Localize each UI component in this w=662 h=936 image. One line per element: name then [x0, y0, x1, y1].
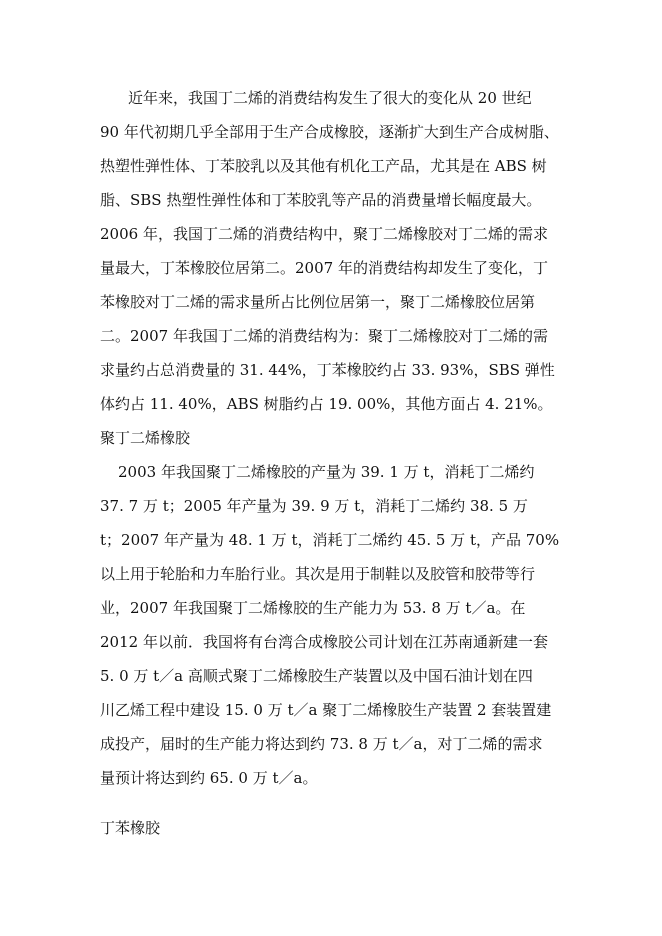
text-line: 成投产，届时的生产能力将达到约 73. 8 万 t／a，对丁二烯的需求 [100, 735, 543, 753]
text-line: 近年来，我国丁二烯的消费结构发生了很大的变化从 20 世纪 [128, 89, 532, 107]
text-line: 2012 年以前．我国将有台湾合成橡胶公司计划在江苏南通新建一套 [100, 633, 548, 651]
text-line: 热塑性弹性体、丁苯胶乳以及其他有机化工产品，尤其是在 ABS 树 [100, 157, 547, 175]
text-line: 2006 年，我国丁二烯的消费结构中，聚丁二烯橡胶对丁二烯的需求 [100, 225, 548, 243]
text-line: 以上用于轮胎和力车胎行业。其次是用于制鞋以及胶管和胶带等行 [100, 565, 536, 583]
text-line: 二。2007 年我国丁二烯的消费结构为：聚丁二烯橡胶对丁二烯的需 [100, 327, 548, 345]
text-line: 5. 0 万 t／a 高顺式聚丁二烯橡胶生产装置以及中国石油计划在四 [100, 667, 533, 685]
text-line: 量预计将达到约 65. 0 万 t／a。 [100, 769, 318, 787]
text-line: 川乙烯工程中建设 15. 0 万 t／a 聚丁二烯橡胶生产装置 2 套装置建 [100, 701, 552, 719]
section-heading: 聚丁二烯橡胶 [100, 429, 191, 447]
text-line: t；2007 年产量为 48. 1 万 t，消耗丁二烯约 45. 5 万 t，产品 70% [100, 531, 560, 549]
text-line: 求量约占总消费量的 31. 44%，丁苯橡胶约占 33. 93%，SBS 弹性 [100, 361, 555, 379]
text-line: 体约占 11. 40%，ABS 树脂约占 19. 00%，其他方面占 4. 21%。 [100, 395, 553, 413]
text-line: 苯橡胶对丁二烯的需求量所占比例位居第一，聚丁二烯橡胶位居第 [100, 293, 536, 311]
text-line: 2003 年我国聚丁二烯橡胶的产量为 39. 1 万 t，消耗丁二烯约 [118, 463, 535, 481]
text-line: 37. 7 万 t；2005 年产量为 39. 9 万 t，消耗丁二烯约 38. 5 万 [100, 497, 528, 515]
text-line: 量最大，丁苯橡胶位居第二。2007 年的消费结构却发生了变化，丁 [100, 259, 548, 277]
section-heading: 丁苯橡胶 [100, 819, 161, 837]
text-line: 业，2007 年我国聚丁二烯橡胶的生产能力为 53. 8 万 t／a。在 [100, 599, 526, 617]
text-line: 90 年代初期几乎全部用于生产合成橡胶，逐渐扩大到生产合成树脂、 [100, 123, 559, 141]
text-line: 脂、SBS 热塑性弹性体和丁苯胶乳等产品的消费量增长幅度最大。 [100, 191, 542, 209]
